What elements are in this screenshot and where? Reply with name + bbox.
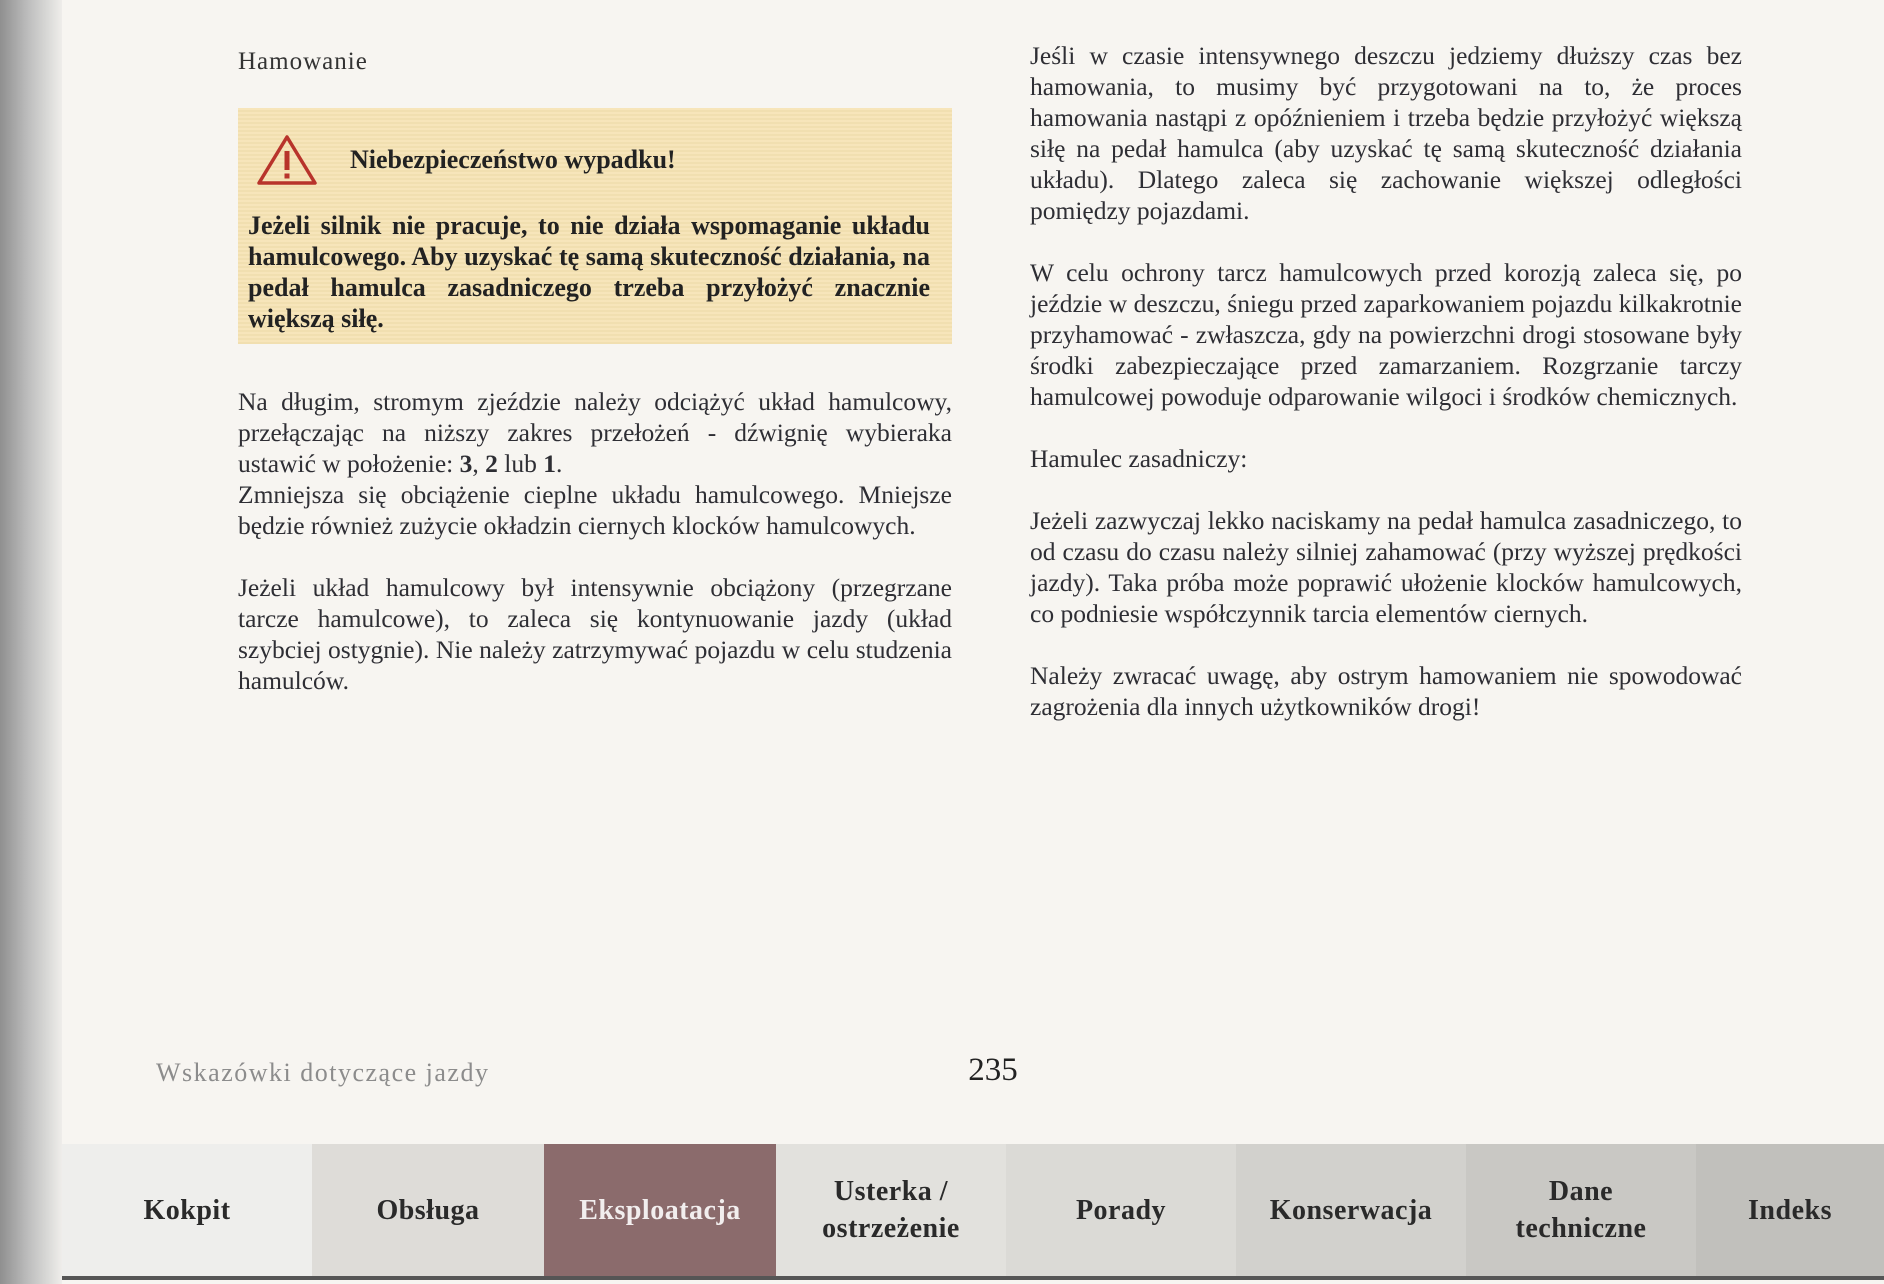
warning-box	[238, 108, 952, 344]
tab-indeks[interactable]: Indeks	[1696, 1144, 1884, 1276]
paragraph-heat-load: Zmniejsza się obciążenie cieplne układu hamulcowego. Mniejsze będzie również zużycie okładzin ciernych klocków hamulcowych.	[238, 480, 952, 540]
paragraph-overheated: Jeżeli układ hamulcowy był intensywnie obciążony (przegrzane tarcze hamulcowe), to zaleca się kontynuowanie jazdy (układ szybciej ostygnie). Nie należy zatrzymywać pojazdu w celu studzenia hamulców.	[238, 573, 952, 695]
tab-konserwacja[interactable]: Konserwacja	[1236, 1144, 1466, 1276]
gear-1: 1	[543, 449, 556, 478]
chapter-tab-bar	[62, 1144, 1884, 1280]
warning-text: Jeżeli silnik nie pracuje, to nie działa wspomaganie układu hamulcowego. Aby uzyskać tę samą skuteczność działania, na pedał hamulca zasadniczego trzeba przyłożyć znacznie większą siłę.	[248, 211, 930, 333]
page-number: 235	[968, 1052, 1018, 1088]
tab-usterka-ostrzezenie[interactable]: Usterka / ostrzeżenie	[776, 1144, 1006, 1276]
tab-kokpit[interactable]: Kokpit	[62, 1144, 312, 1276]
tab-porady[interactable]: Porady	[1006, 1144, 1236, 1276]
tab-dane-techniczne[interactable]: Dane techniczne	[1466, 1144, 1696, 1276]
paragraph-service-brake: Jeżeli zazwyczaj lekko naciskamy na pedał hamulca zasadniczego, to od czasu do czasu należy silniej zahamować (przy wyższej prędkości jazdy). Taka próba może poprawić ułożenie klocków hamulcowych, co podniesie współczynnik tarcia elementów ciernych.	[1030, 506, 1742, 628]
left-column	[238, 386, 952, 727]
paragraph-service-brake-heading: Hamulec zasadniczy:	[1030, 444, 1248, 473]
paragraph-corrosion: W celu ochrony tarcz hamulcowych przed korozją zaleca się, po jeździe w deszczu, śniegu przed zaparkowaniem pojazdu kilkakrotnie przyhamować - zwłaszcza, gdy na powierzchni drogi stosowane były środki zabezpieczające przed zamarzaniem. Rozgrzanie tarczy hamulcowej powoduje odparowanie wilgoci i środków chemicznych.	[1030, 258, 1742, 411]
paragraph-rain: Jeśli w czasie intensywnego deszczu jedziemy dłuższy czas bez hamowania, to musimy być przygotowani na to, że proces hamowania nastąpi z opóźnieniem i trzeba będzie przyłożyć większą siłę na pedał hamulca (aby uzyskać tę samą skuteczność działania układu). Dlatego zaleca się zachowanie większej odległości pomiędzy pojazdami.	[1030, 41, 1742, 225]
gear-2: 2	[485, 449, 498, 478]
warning-title: Niebezpieczeństwo wypadku!	[350, 145, 676, 174]
gear-3: 3	[459, 449, 473, 478]
book-binding	[0, 0, 62, 1284]
paragraph-downhill: Na długim, stromym zjeździe należy odciążyć układ hamulcowy, przełączając na niższy zakres przełożeń - dźwignię wybieraka ustawić w położenie: 3, 2 lub 1.	[238, 387, 952, 478]
paragraph-caution: Należy zwracać uwagę, aby ostrym hamowaniem nie spowodować zagrożenia dla innych użytkowników drogi!	[1030, 661, 1742, 721]
warning-header	[248, 134, 930, 186]
tab-eksploatacja[interactable]: Eksploatacja	[544, 1144, 776, 1276]
warning-triangle-icon	[256, 134, 318, 186]
footer-chapter-label: Wskazówki dotyczące jazdy	[156, 1058, 490, 1087]
tab-obsluga[interactable]: Obsługa	[312, 1144, 544, 1276]
right-column	[1030, 40, 1742, 753]
section-title: Hamowanie	[238, 48, 368, 75]
